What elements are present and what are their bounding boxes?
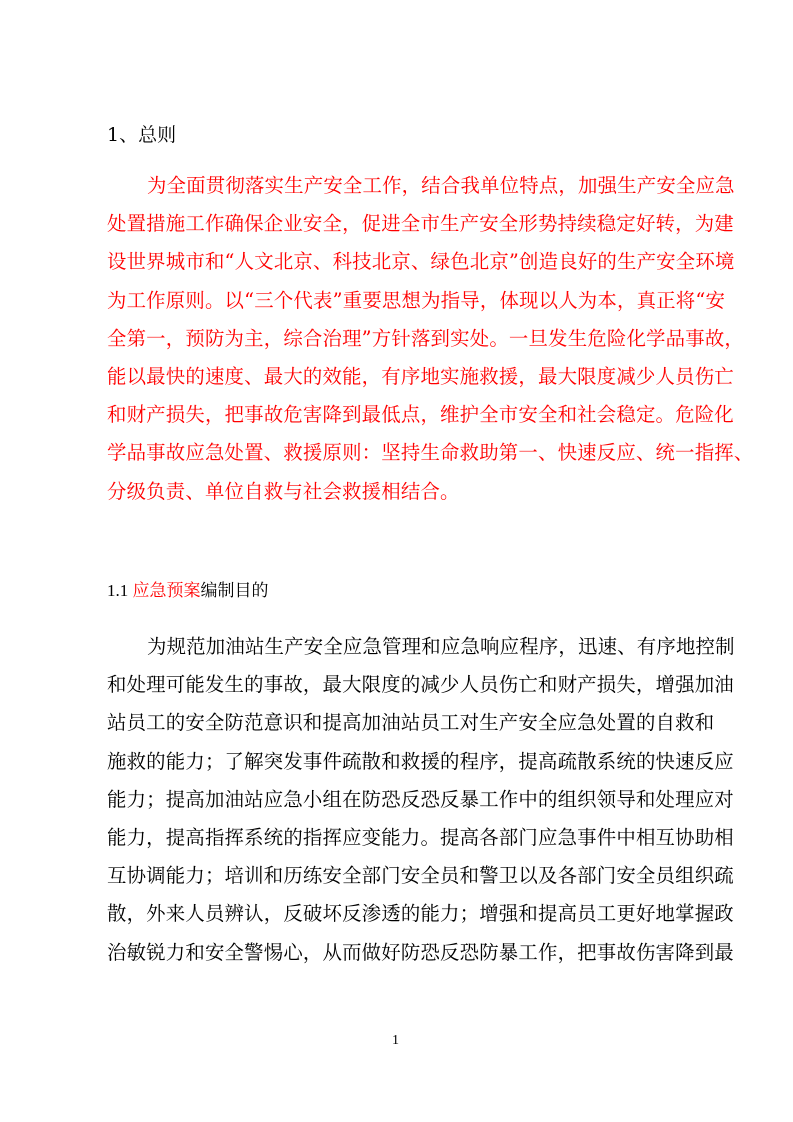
page-number: 1	[392, 1033, 399, 1048]
paragraph-line: 能力；提高加油站应急小组在防恐反恐反暴工作中的组织领导和处理应对	[107, 787, 734, 811]
paragraph-line: 全第一，预防为主，综合治理”方针落到实处。一旦发生危险化学品事故，	[107, 326, 745, 350]
paragraph-line: 能力，提高指挥系统的指挥应变能力。提高各部门应急事件中相互协助相	[107, 826, 734, 850]
plan-purpose-paragraph	[107, 628, 735, 972]
paragraph-line: 处置措施工作确保企业安全，促进全市生产安全形势持续稳定好转，为建	[107, 212, 734, 236]
paragraph-line: 学品事故应急处置、救援原则：坚持生命救助第一、快速反应、统一指挥、	[107, 441, 754, 465]
paragraph-line: 治敏锐力和安全警惕心，从而做好防恐反恐防暴工作，把事故伤害降到最	[107, 940, 734, 964]
highlighted-term: 应急预案	[132, 581, 201, 601]
paragraph-line: 为工作原则。以“三个代表”重要思想为指导，体现以人为本，真正将“安	[107, 288, 726, 312]
paragraph-line: 为全面贯彻落实生产安全工作，结合我单位特点，加强生产安全应急	[147, 174, 735, 197]
paragraph-line: 互协调能力；培训和历练安全部门安全员和警卫以及各部门安全员组织疏	[107, 864, 734, 888]
paragraph-line: 和处理可能发生的事故，最大限度的减少人员伤亡和财产损失，增强加油	[107, 673, 734, 697]
paragraph-line: 施救的能力；了解突发事件疏散和救援的程序，提高疏散系统的快速反应	[107, 749, 734, 773]
general-principles-paragraph	[107, 167, 754, 511]
section-heading-plan-purpose	[107, 578, 269, 604]
heading-text: 编制目的	[200, 581, 269, 601]
paragraph-line: 设世界城市和“人文北京、科技北京、绿色北京”创造良好的生产安全环境	[107, 250, 735, 274]
paragraph-line: 和财产损失，把事故危害降到最低点，维护全市安全和社会稳定。危险化	[107, 403, 734, 427]
section-heading-general-principles: 1、总则	[107, 124, 177, 146]
paragraph-line: 站员工的安全防范意识和提高加油站员工对生产安全应急处置的自救和	[107, 711, 715, 735]
section-number: 1.1	[107, 581, 133, 600]
paragraph-line: 散，外来人员辨认，反破坏反渗透的能力；增强和提高员工更好地掌握政	[107, 902, 734, 926]
paragraph-line: 分级负责、单位自救与社会救援相结合。	[107, 479, 460, 503]
paragraph-line: 能以最快的速度、最大的效能，有序地实施救援，最大限度减少人员伤亡	[107, 365, 734, 389]
paragraph-line: 为规范加油站生产安全应急管理和应急响应程序，迅速、有序地控制	[147, 635, 735, 658]
